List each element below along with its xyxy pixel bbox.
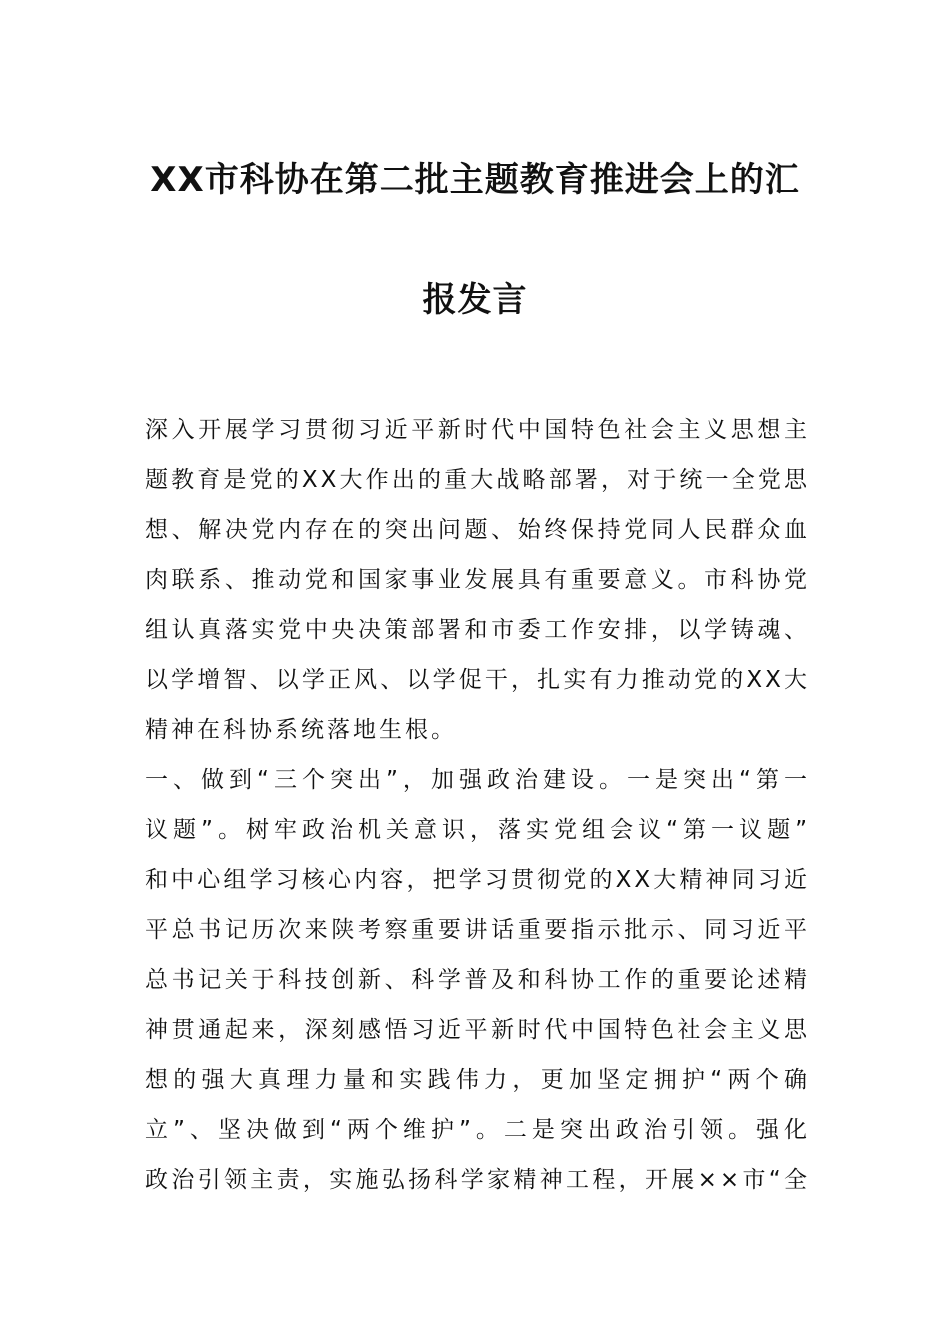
text-line: 立”、坚决做到“两个维护”。二是突出政治引领。强化 xyxy=(145,1117,810,1143)
text-line: 精神在科协系统落地生根。 xyxy=(145,717,457,743)
text-line: 组认真落实党中央决策部署和市委工作安排，以学铸魂、 xyxy=(145,617,810,643)
text-line: 以学增智、以学正风、以学促干，扎实有力推动党的XX大 xyxy=(145,667,810,693)
text-line: 和中心组学习核心内容，把学习贯彻党的XX大精神同习近 xyxy=(145,867,810,893)
document-title-line-1: XX市科协在第二批主题教育推进会上的汇 xyxy=(150,160,800,200)
text-line: 总书记关于科技创新、科学普及和科协工作的重要论述精 xyxy=(145,967,810,993)
text-line: 肉联系、推动党和国家事业发展具有重要意义。市科协党 xyxy=(145,567,810,593)
text-line: 神贯通起来，深刻感悟习近平新时代中国特色社会主义思 xyxy=(145,1017,810,1043)
document-title-line-2: 报发言 xyxy=(422,280,528,320)
intro-paragraph xyxy=(145,405,810,755)
text-line: 议题”。树牢政治机关意识，落实党组会议“第一议题” xyxy=(145,817,810,843)
section-one-paragraph xyxy=(145,755,810,1205)
text-line: 深入开展学习贯彻习近平新时代中国特色社会主义思想主 xyxy=(145,417,810,443)
text-line: 平总书记历次来陕考察重要讲话重要指示批示、同习近平 xyxy=(145,917,810,943)
text-line: 题教育是党的XX大作出的重大战略部署，对于统一全党思 xyxy=(145,467,810,493)
text-line: 政治引领主责，实施弘扬科学家精神工程，开展××市“全 xyxy=(145,1167,810,1193)
document-body xyxy=(145,405,810,1205)
text-line: 一、做到“三个突出”，加强政治建设。一是突出“第一 xyxy=(145,767,810,793)
text-line: 想的强大真理力量和实践伟力，更加坚定拥护“两个确 xyxy=(145,1067,810,1093)
text-line: 想、解决党内存在的突出问题、始终保持党同人民群众血 xyxy=(145,517,810,543)
